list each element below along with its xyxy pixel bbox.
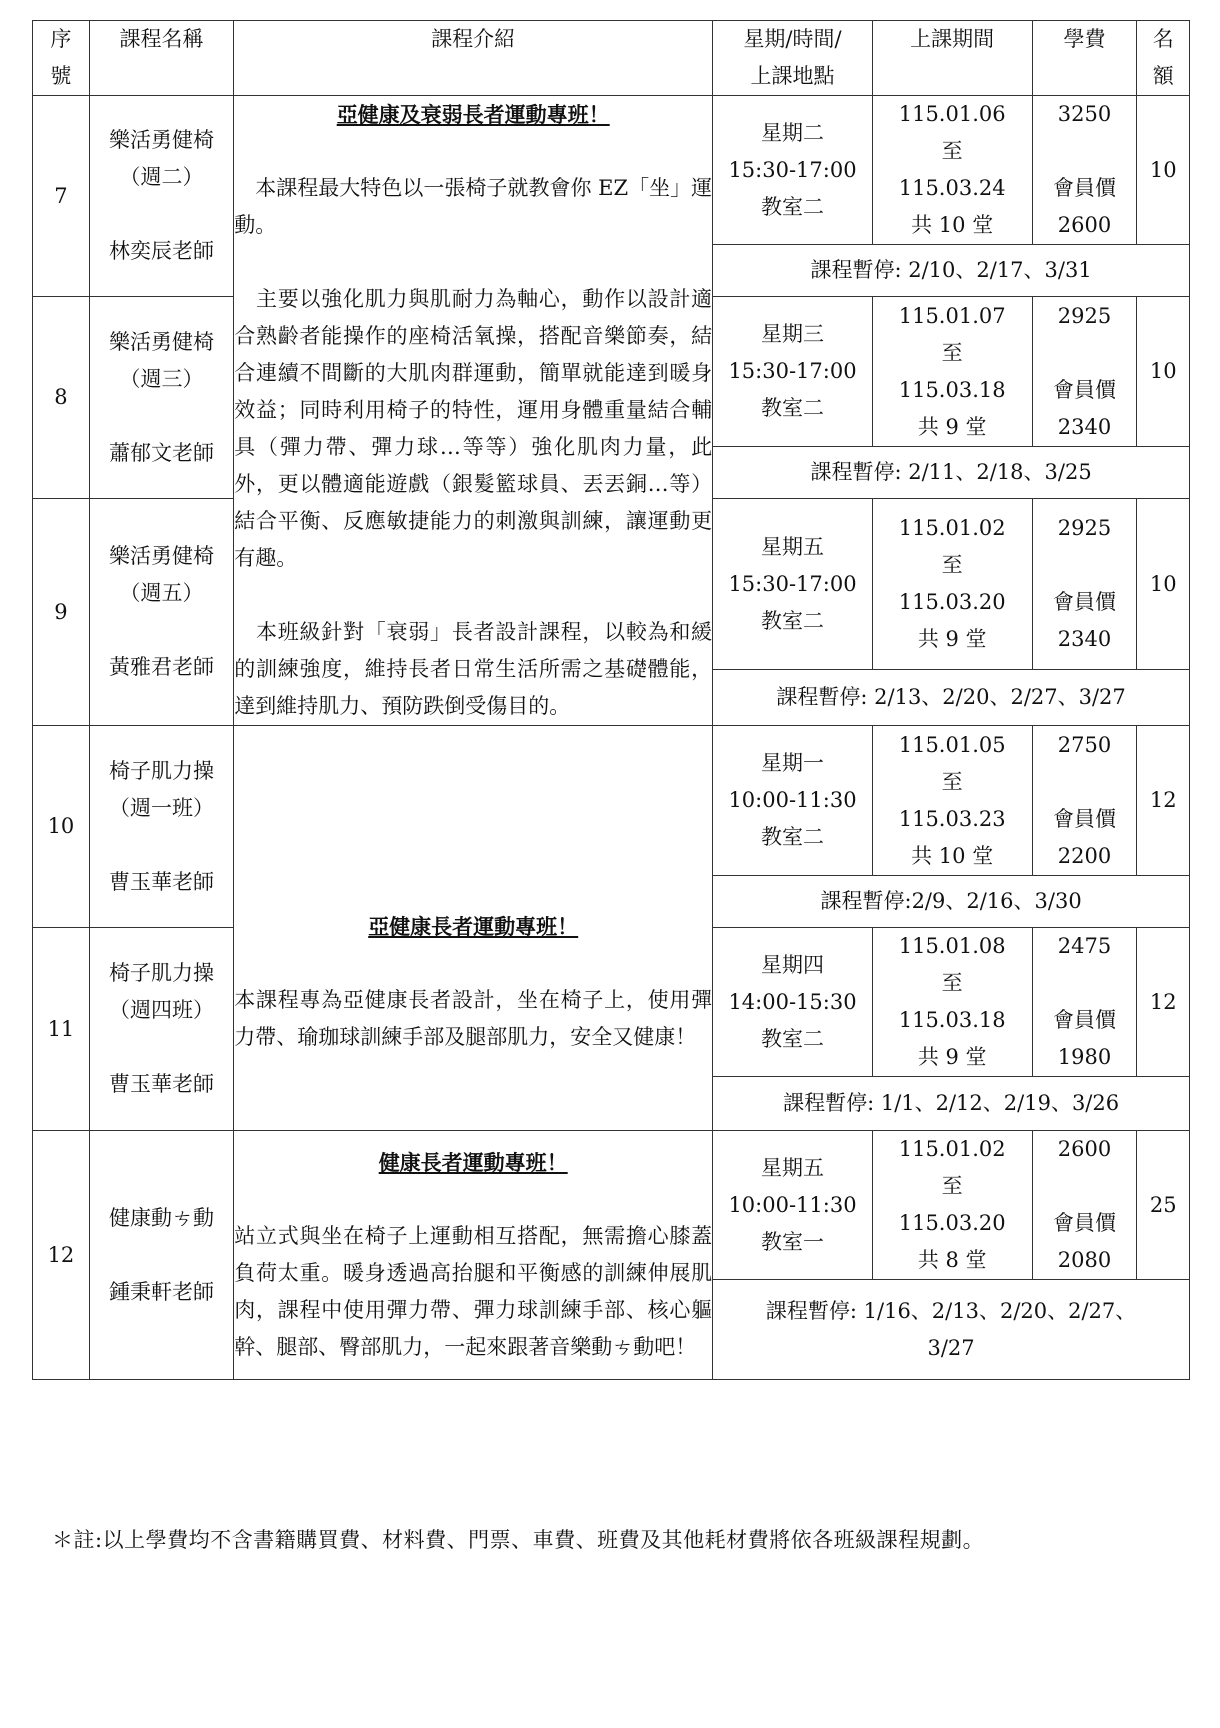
course-description	[234, 96, 713, 726]
course-pause: 課程暫停: 1/1、2/12、2/19、3/26	[713, 1077, 1190, 1131]
description-body: 站立式與坐在椅子上運動相互搭配，無需擔心膝蓋負荷太重。暖身透過高抬腿和平衡感的訓練伸展肌肉，課程中使用彈力帶、彈力球訓練手部、核心軀幹、腿部、臀部肌力，一起來跟著音樂動ㄘ動吧！	[234, 1224, 713, 1359]
course-fee: 2600 會員價 2080	[1032, 1131, 1137, 1280]
course-period: 115.01.06 至 115.03.24 共 10 堂	[872, 96, 1032, 245]
course-quota: 10	[1137, 96, 1190, 245]
table-row	[33, 1131, 1190, 1280]
course-time: 星期五 10:00-11:30 教室一	[713, 1131, 873, 1280]
footnote: ＊註:以上學費均不含書籍購買費、材料費、門票、車費、班費及其他耗材費將依各班級課程規劃。	[52, 1528, 985, 1552]
course-pause: 課程暫停: 2/13、2/20、2/27、3/27	[713, 670, 1190, 726]
course-fee: 2750 會員價 2200	[1032, 726, 1137, 876]
header-row	[33, 21, 1190, 96]
course-name: 樂活勇健椅 （週二） 林奕辰老師	[89, 96, 233, 297]
course-seq: 9	[33, 499, 90, 726]
table-row	[33, 726, 1190, 876]
course-name: 健康動ㄘ動 鍾秉軒老師	[89, 1131, 233, 1380]
description-body: 本課程最大特色以一張椅子就教會你 EZ「坐」運動。 主要以強化肌力與肌耐力為軸心，動作以設計適合熟齡者能操作的座椅活氧操，搭配音樂節奏，結合連續不間斷的大肌肉群運動，簡單就能達到暖身效益；同時利用椅子的特性，運用身體重量結合輔具（彈力帶、彈力球…等等）強化肌肉力量，此外，更以體適能遊戲（銀髮籃球員、丟丟銅…等）結合平衡、反應敏捷能力的刺激與訓練，讓運動更有趣。 本班級針對「衰弱」長者設計課程，以較為和緩的訓練強度，維持長者日常生活所需之基礎體能，達到維持肌力、預防跌倒受傷目的。	[234, 176, 713, 718]
description-title: 健康長者運動專班！	[378, 1150, 568, 1175]
course-fee: 3250 會員價 2600	[1032, 96, 1137, 245]
description-body: 本課程專為亞健康長者設計，坐在椅子上，使用彈力帶、瑜珈球訓練手部及腿部肌力，安全又健康！	[234, 988, 713, 1049]
course-name: 椅子肌力操 （週四班） 曹玉華老師	[89, 928, 233, 1131]
description-title: 亞健康長者運動專班！	[368, 914, 579, 939]
course-fee: 2925 會員價 2340	[1032, 499, 1137, 670]
header-period: 上課期間	[872, 21, 1032, 96]
header-intro: 課程介紹	[234, 21, 713, 96]
course-seq: 10	[33, 726, 90, 928]
course-seq: 12	[33, 1131, 90, 1380]
course-period: 115.01.02 至 115.03.20 共 8 堂	[872, 1131, 1032, 1280]
course-quota: 12	[1137, 726, 1190, 876]
course-name: 椅子肌力操 （週一班） 曹玉華老師	[89, 726, 233, 928]
header-fee: 學費	[1032, 21, 1137, 96]
course-period: 115.01.02 至 115.03.20 共 9 堂	[872, 499, 1032, 670]
course-pause: 課程暫停:2/9、2/16、3/30	[713, 876, 1190, 928]
header-time: 星期/時間/ 上課地點	[713, 21, 873, 96]
course-time: 星期二 15:30-17:00 教室二	[713, 96, 873, 245]
course-name: 樂活勇健椅 （週五） 黃雅君老師	[89, 499, 233, 726]
header-seq: 序 號	[33, 21, 90, 96]
course-pause: 課程暫停: 2/11、2/18、3/25	[713, 447, 1190, 499]
course-description	[234, 1131, 713, 1380]
course-table	[32, 20, 1190, 1380]
course-quota: 10	[1137, 499, 1190, 670]
course-name: 樂活勇健椅 （週三） 蕭郁文老師	[89, 297, 233, 499]
course-seq: 7	[33, 96, 90, 297]
course-seq: 8	[33, 297, 90, 499]
course-quota: 25	[1137, 1131, 1190, 1280]
course-time: 星期四 14:00-15:30 教室二	[713, 928, 873, 1077]
course-pause: 課程暫停: 2/10、2/17、3/31	[713, 245, 1190, 297]
course-time: 星期一 10:00-11:30 教室二	[713, 726, 873, 876]
course-time: 星期五 15:30-17:00 教室二	[713, 499, 873, 670]
header-quota: 名 額	[1137, 21, 1190, 96]
course-period: 115.01.05 至 115.03.23 共 10 堂	[872, 726, 1032, 876]
course-period: 115.01.07 至 115.03.18 共 9 堂	[872, 297, 1032, 447]
course-period: 115.01.08 至 115.03.18 共 9 堂	[872, 928, 1032, 1077]
course-pause: 課程暫停: 1/16、2/13、2/20、2/27、 3/27	[713, 1280, 1190, 1380]
table-row	[33, 96, 1190, 245]
course-fee: 2925 會員價 2340	[1032, 297, 1137, 447]
course-description	[234, 726, 713, 1131]
course-quota: 10	[1137, 297, 1190, 447]
course-time: 星期三 15:30-17:00 教室二	[713, 297, 873, 447]
course-fee: 2475 會員價 1980	[1032, 928, 1137, 1077]
course-quota: 12	[1137, 928, 1190, 1077]
description-title: 亞健康及衰弱長者運動專班！	[336, 102, 610, 127]
header-course-name: 課程名稱	[89, 21, 233, 96]
course-seq: 11	[33, 928, 90, 1131]
